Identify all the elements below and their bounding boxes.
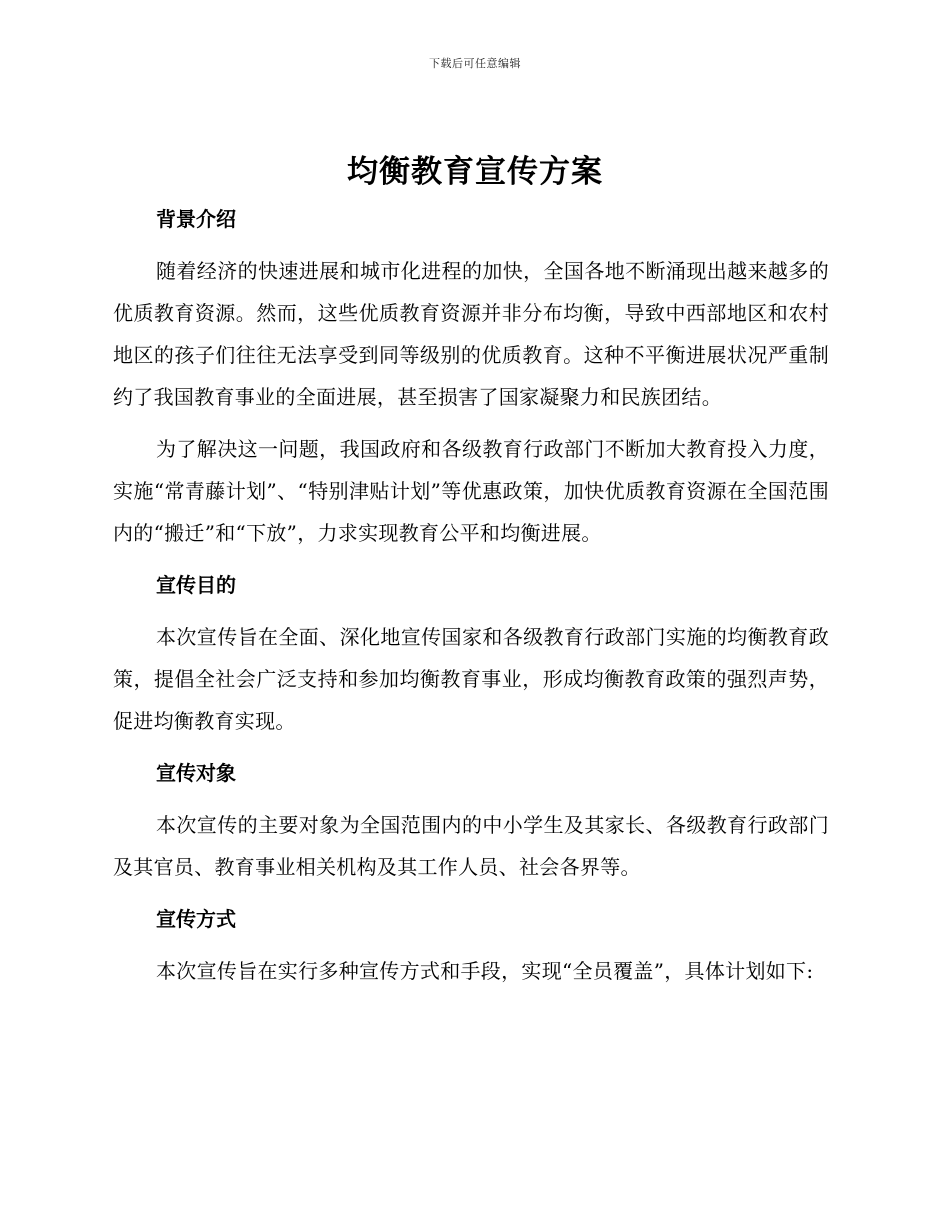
paragraph-background-1: 随着经济的快速进展和城市化进程的加快，全国各地不断涌现出越来越多的优质教育资源。然而，这些优质教育资源并非分布均衡，导致中西部地区和农村地区的孩子们往往无法享受到同等级别的优质教育。这种不平衡进展状况严重制约了我国教育事业的全面进展，甚至损害了国家凝聚力和民族团结。 bbox=[113, 259, 829, 409]
paragraph-background-2: 为了解决这一问题，我国政府和各级教育行政部门不断加大教育投入力度，实施“常青藤计划”、“特别津贴计划”等优惠政策，加快优质教育资源在全国范围内的“搬迁”和“下放”，力求实现教育公平和均衡进展。 bbox=[113, 437, 829, 545]
section-heading-purpose: 宣传目的 bbox=[156, 573, 236, 597]
paragraph-methods-1: 本次宣传旨在实行多种宣传方式和手段，实现“全员覆盖”，具体计划如下: bbox=[156, 959, 814, 983]
document-title: 均衡教育宣传方案 bbox=[347, 154, 603, 190]
section-heading-methods: 宣传方式 bbox=[156, 907, 236, 931]
paragraph-purpose-1: 本次宣传旨在全面、深化地宣传国家和各级教育行政部门实施的均衡教育政策，提倡全社会广泛支持和参加均衡教育事业，形成均衡教育政策的强烈声势，促进均衡教育实现。 bbox=[113, 625, 829, 733]
header-note: 下载后可任意编辑 bbox=[429, 57, 521, 70]
paragraph-audience-1: 本次宣传的主要对象为全国范围内的中小学生及其家长、各级教育行政部门及其官员、教育事业相关机构及其工作人员、社会各界等。 bbox=[113, 813, 829, 879]
document-body bbox=[113, 200, 829, 992]
section-heading-audience: 宣传对象 bbox=[156, 761, 236, 785]
section-heading-background: 背景介绍 bbox=[156, 207, 236, 231]
